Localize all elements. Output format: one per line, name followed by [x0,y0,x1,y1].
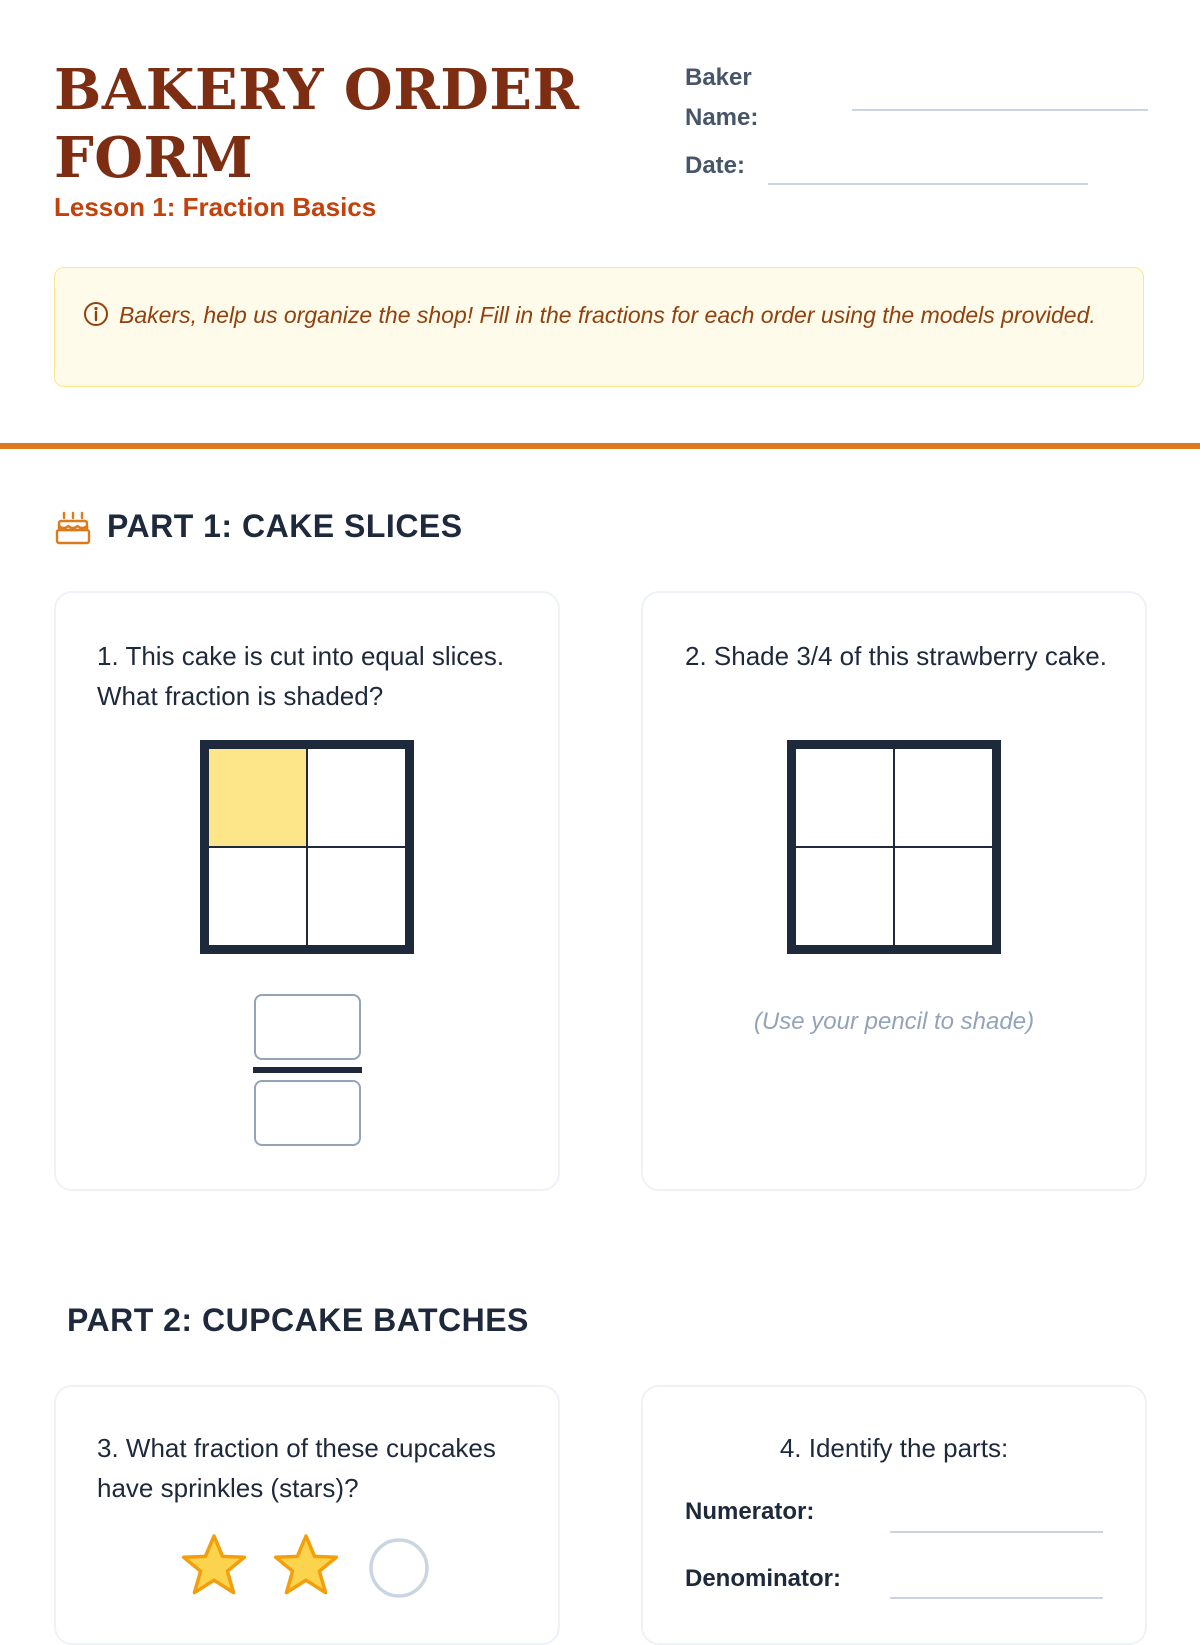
cake-slice [307,748,406,847]
cake-icon [54,510,92,546]
question-3-text: 3. What fraction of these cupcakes have sprinkles (stars)? [97,1433,496,1503]
numerator-answer-box[interactable] [254,994,361,1060]
cake-slice [208,847,307,946]
cake-model-1 [200,740,414,954]
part2-title: PART 2: CUPCAKE BATCHES [67,1302,529,1338]
part1-title: PART 1: CAKE SLICES [107,508,463,544]
page-title: BAKERY ORDER FORM [54,57,580,191]
numerator-field[interactable] [890,1531,1103,1533]
instructions-text: Bakers, help us organize the shop! Fill in the fractions for each order using the models provided. [119,302,1096,328]
info-icon [83,301,109,327]
fraction-bar [253,1067,362,1073]
cake-slice[interactable] [894,847,993,946]
question-card-3 [54,1385,560,1645]
baker-name-label: Baker Name: [685,64,759,131]
shade-hint: (Use your pencil to shade) [753,1008,1035,1035]
instructions-notice [54,267,1144,387]
date-field[interactable] [768,183,1088,185]
denominator-field[interactable] [890,1597,1103,1599]
cake-slice[interactable] [795,748,894,847]
cake-slice[interactable] [894,748,993,847]
denominator-label: Denominator: [685,1565,841,1592]
star-icon [270,1532,342,1600]
cake-slice-shaded [208,748,307,847]
question-1-text: 1. This cake is cut into equal slices. What fraction is shaded? [97,641,505,711]
circle-icon [367,1536,431,1600]
baker-name-field[interactable] [852,109,1148,111]
date-label: Date: [685,152,746,179]
cake-slice [307,847,406,946]
cake-model-2[interactable] [787,740,1001,954]
cake-slice[interactable] [795,847,894,946]
question-4-text: 4. Identify the parts: [779,1433,1009,1463]
star-icon [178,1532,250,1600]
question-2-text: 2. Shade 3/4 of this strawberry cake. [685,641,1107,671]
denominator-answer-box[interactable] [254,1080,361,1146]
section-divider [0,443,1200,449]
numerator-label: Numerator: [685,1498,815,1525]
lesson-subtitle: Lesson 1: Fraction Basics [54,192,377,222]
